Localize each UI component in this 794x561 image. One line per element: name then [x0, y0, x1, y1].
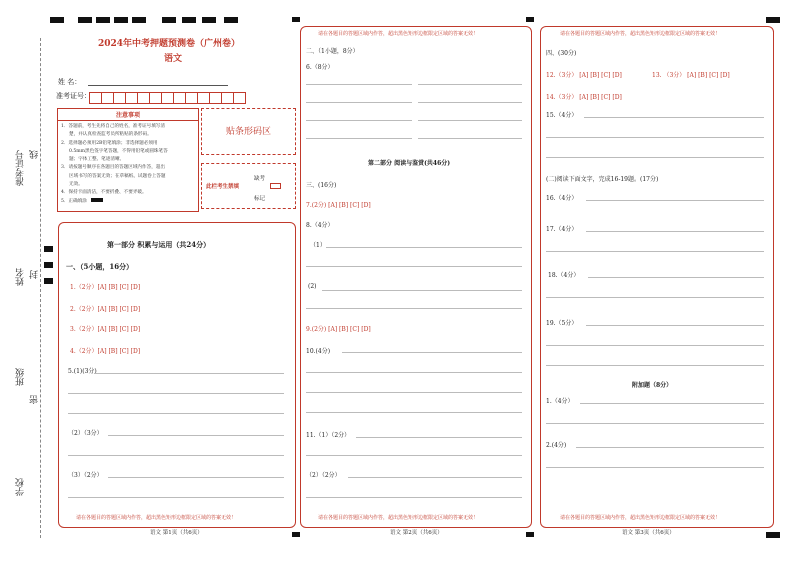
binding-line [40, 38, 41, 538]
note-line: 1．答题前，考生先将自己的姓名，准考证号填写清 [61, 124, 165, 129]
answer-line[interactable] [576, 447, 764, 448]
answer-line[interactable] [306, 455, 522, 456]
answer-line[interactable] [306, 102, 412, 103]
warning-note: 请在各题目的答题区域内作答，超出黑色矩形边框限定区域的答案无效！ [560, 515, 721, 521]
position-mark [96, 17, 110, 23]
absent-checkbox[interactable] [270, 183, 281, 189]
side-id-label: 准考证号 [16, 150, 26, 186]
position-mark [132, 17, 146, 23]
extra-question-1: 1.（4分） [546, 398, 574, 405]
position-mark [114, 17, 128, 23]
answer-line[interactable] [322, 290, 522, 291]
question-5-1: 5.(1)(3分) [68, 368, 97, 375]
question-2[interactable]: 2.（2分）[A] [B] [C] [D] [70, 306, 141, 313]
answer-line[interactable] [546, 157, 764, 158]
id-label: 准考证号： [56, 92, 91, 100]
absent-mark-label-2: 标记 [254, 196, 266, 202]
note-line: 0.5mm黑色签字笔答题，不得用铅笔或圆珠笔答 [69, 148, 168, 154]
fill-sample-icon [91, 198, 103, 202]
note-line: 楚，并认真检查监考员所粘贴的条形码。 [69, 132, 152, 138]
absent-warning: 此栏考生禁填 [206, 184, 240, 190]
question-4[interactable]: 4.（2分）[A] [B] [C] [D] [70, 348, 141, 355]
position-mark [526, 532, 534, 537]
answer-line[interactable] [306, 392, 522, 393]
question-8-1: （1） [310, 242, 326, 249]
answer-line[interactable] [108, 435, 284, 436]
answer-line[interactable] [546, 365, 764, 366]
question-5-3: （3）（2分） [68, 472, 103, 479]
answer-line[interactable] [418, 138, 522, 139]
subject-title: 语文 [164, 54, 183, 64]
position-mark [526, 17, 534, 22]
extra-question-2: 2.(4分) [546, 442, 567, 449]
part2-title: 第二部分 阅读与鉴赏(共46分) [368, 160, 451, 167]
position-mark [44, 262, 53, 268]
warning-note: 请在各题目的答题区域内作答，超出黑色矩形边框限定区域的答案无效！ [318, 31, 479, 37]
note-line: 2．选择题必须用2B铅笔填涂；非选择题必须用 [61, 140, 158, 146]
answer-line[interactable] [306, 412, 522, 413]
question-13[interactable]: 13. （3分） [A] [B] [C] [D] [652, 72, 730, 79]
position-mark [44, 278, 53, 284]
answer-line[interactable] [546, 423, 764, 424]
warning-note: 请在各题目的答题区域内作答，超出黑色矩形边框限定区域的答案无效！ [76, 515, 237, 521]
answer-line[interactable] [546, 467, 764, 468]
answer-line[interactable] [306, 120, 412, 121]
position-mark [162, 17, 176, 23]
position-mark [224, 17, 238, 23]
question-10: 10.(4分) [306, 348, 331, 355]
position-mark [78, 17, 92, 23]
name-field[interactable] [88, 85, 228, 86]
name-label: 姓 名： [58, 78, 82, 86]
answer-line[interactable] [418, 120, 522, 121]
answer-line[interactable] [342, 352, 522, 353]
side-name-label: 姓名 [16, 268, 26, 286]
page-footer-3: 语文 第3页（共6页） [622, 530, 675, 536]
question-7[interactable]: 7.(2分) [A] [B] [C] [D] [306, 202, 371, 209]
answer-line[interactable] [418, 102, 522, 103]
note-line: 区域书写的答案无效；在草稿纸、试题卷上答题 [69, 173, 166, 179]
absent-box [201, 163, 296, 209]
exam-title: 2024年中考押题预测卷（广州卷） [98, 39, 241, 49]
notes-box [57, 108, 199, 212]
answer-line[interactable] [306, 266, 522, 267]
position-mark [202, 17, 216, 23]
note-line: 无效。 [69, 182, 83, 188]
answer-line[interactable] [68, 413, 284, 414]
answer-line[interactable] [348, 477, 522, 478]
side-seal-label: 封 [30, 270, 40, 279]
question-12[interactable]: 12.（3分） [A] [B] [C] [D] [546, 72, 622, 79]
answer-line[interactable] [108, 477, 284, 478]
note-line: 4．保持卡面清洁，不要折叠、不要弄破。 [61, 190, 147, 196]
question-15: 15.（4分） [546, 112, 578, 119]
answer-line[interactable] [580, 403, 764, 404]
question-8-2: (2) [308, 283, 317, 290]
question-11-1: 11.（1）（2分） [306, 432, 351, 439]
answer-line[interactable] [584, 117, 764, 118]
answer-line[interactable] [586, 231, 764, 232]
question-6: 6.（8分） [306, 64, 334, 71]
answer-line[interactable] [546, 297, 764, 298]
extra-title: 附加题（8分） [632, 382, 673, 389]
position-mark [766, 17, 780, 23]
warning-note: 请在各题目的答题区域内作答，超出黑色矩形边框限定区域的答案无效！ [318, 515, 479, 521]
answer-line[interactable] [418, 84, 522, 85]
answer-line[interactable] [546, 345, 764, 346]
answer-line[interactable] [306, 497, 522, 498]
answer-line[interactable] [588, 277, 764, 278]
side-line-label: 线 [30, 150, 40, 159]
barcode-label: 贴条形码区 [225, 127, 271, 137]
question-9[interactable]: 9.(2分) [A] [B] [C] [D] [306, 326, 371, 333]
answer-line[interactable] [546, 251, 764, 252]
section3-title: 三、(16分) [306, 182, 337, 189]
side-class-label: 班级 [16, 368, 26, 386]
question-17: 17.（4分） [546, 226, 578, 233]
position-mark [292, 532, 300, 537]
section2-title: 二、（1小题，8分） [306, 48, 359, 55]
page-footer-2: 语文 第2页（共6页） [390, 530, 443, 536]
answer-line[interactable] [586, 200, 764, 201]
answer-line[interactable] [68, 497, 284, 498]
note-line: 5．正确填涂 [61, 198, 87, 204]
side-school-label: 学校 [16, 478, 26, 496]
question-1[interactable]: 1.（2分）[A] [B] [C] [D] [70, 284, 141, 291]
note-line: 题；字体工整、笔迹清晰。 [69, 157, 125, 163]
question-14[interactable]: 14.（3分） [A] [B] [C] [D] [546, 94, 622, 101]
answer-line[interactable] [306, 138, 412, 139]
question-5-2: （2）（3分） [68, 430, 103, 437]
id-grid[interactable] [90, 89, 246, 108]
answer-line[interactable] [356, 437, 522, 438]
answer-line[interactable] [306, 84, 412, 85]
position-mark [292, 17, 300, 22]
question-8: 8.（4分） [306, 222, 334, 229]
answer-line[interactable] [306, 308, 522, 309]
note-line: 3．请按题号顺序在各题目的答题区域内作答，超出 [61, 165, 165, 171]
question-18: 18.（4分） [548, 272, 580, 279]
question-16: 16.（4分） [546, 195, 578, 202]
position-mark [44, 246, 53, 252]
part1-title: 第一部分 积累与运用（共24分） [107, 240, 211, 249]
barcode-area [201, 108, 296, 155]
question-3[interactable]: 3.（2分）[A] [B] [C] [D] [70, 326, 141, 333]
answer-line[interactable] [94, 373, 284, 374]
position-mark [50, 17, 64, 23]
question-11-2: （2）（2分） [306, 472, 341, 479]
position-mark [766, 532, 780, 538]
absent-mark-label: 缺考 [254, 176, 266, 182]
answer-line[interactable] [326, 247, 522, 248]
page-footer-1: 语文 第1页（共6页） [150, 530, 203, 536]
notes-title: 注意事项 [58, 109, 198, 121]
position-mark [182, 17, 196, 23]
answer-line[interactable] [586, 325, 764, 326]
question-19: 19.（5分） [546, 320, 578, 327]
section1-title: 一、（5小题，16分） [66, 262, 134, 271]
answer-line[interactable] [546, 137, 764, 138]
answer-line[interactable] [306, 372, 522, 373]
section4-title: 四、(30分) [546, 50, 577, 57]
answer-line[interactable] [68, 455, 284, 456]
subsection-title: (二)阅读下面文字，完成16-19题。(17分) [546, 176, 659, 183]
answer-line[interactable] [68, 393, 284, 394]
warning-note: 请在各题目的答题区域内作答，超出黑色矩形边框限定区域的答案无效！ [560, 31, 721, 37]
side-secret-label: 密 [30, 395, 40, 404]
